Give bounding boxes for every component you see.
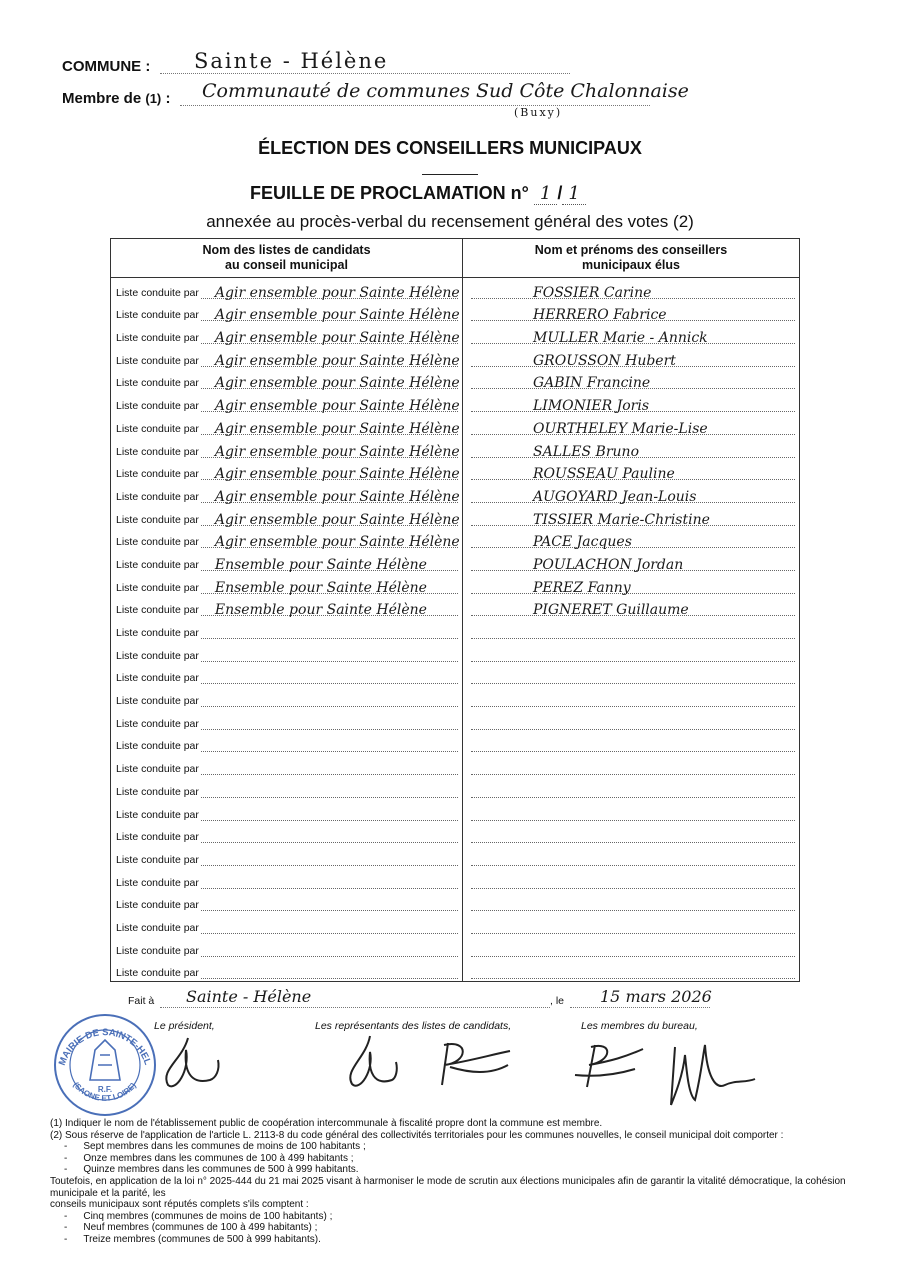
table-row (111, 709, 800, 732)
list-name: Agir ensemble pour Sainte Hélène (214, 352, 460, 369)
stamp-rf: R.F. (97, 1085, 113, 1094)
list-cell (111, 482, 463, 505)
commune-line (160, 49, 570, 74)
list-cell (111, 936, 463, 959)
sheet-label: FEUILLE DE PROCLAMATION n° (250, 183, 529, 203)
table-row (111, 391, 800, 414)
table-row (111, 936, 800, 959)
list-cell (111, 709, 463, 732)
col2-line1: Nom et prénoms des conseillers (534, 243, 728, 257)
elu-name: AUGOYARD Jean-Louis (533, 488, 697, 505)
le-value: 15 mars 2026 (600, 987, 712, 1006)
note-para-bullet-3 (50, 1234, 870, 1246)
table-row (111, 482, 800, 505)
elu-name: GABIN Francine (533, 375, 651, 392)
list-name: Agir ensemble pour Sainte Hélène (214, 420, 460, 437)
list-cell (111, 550, 463, 573)
elu-name: LIMONIER Joris (533, 398, 650, 415)
table-row (111, 823, 800, 846)
elu-name: ROUSSEAU Pauline (533, 466, 675, 483)
list-name: Agir ensemble pour Sainte Hélène (214, 398, 460, 415)
footnotes (50, 1118, 870, 1246)
list-cell (111, 891, 463, 914)
row-prefix: Liste conduite par (116, 921, 199, 934)
elu-cell (463, 482, 800, 505)
membre-colon: : (165, 90, 171, 107)
list-name: Agir ensemble pour Sainte Hélène (214, 443, 460, 460)
row-prefix: Liste conduite par (116, 490, 199, 503)
representants-label: Les représentants des listes de candidats, (315, 1020, 512, 1032)
list-cell (111, 664, 463, 687)
le-label: , le (550, 995, 565, 1007)
list-name: Agir ensemble pour Sainte Hélène (214, 284, 460, 301)
row-prefix: Liste conduite par (116, 422, 199, 435)
membre-value: Communauté de communes Sud Côte Chalonnaise (202, 80, 689, 102)
fait-value: Sainte - Hélène (186, 987, 312, 1006)
elu-cell (463, 301, 800, 324)
row-prefix: Liste conduite par (116, 513, 199, 526)
table-row (111, 528, 800, 551)
fait-line (160, 987, 550, 1008)
dash: - (64, 1233, 68, 1245)
signature-bureau-1 (565, 1035, 655, 1095)
elu-cell (463, 278, 800, 301)
list-cell (111, 913, 463, 936)
row-prefix: Liste conduite par (116, 649, 199, 662)
elu-cell (463, 323, 800, 346)
table-row (111, 437, 800, 460)
row-prefix: Liste conduite par (116, 445, 199, 458)
row-prefix: Liste conduite par (116, 899, 199, 912)
row-prefix: Liste conduite par (116, 740, 199, 753)
elu-cell (463, 823, 800, 846)
list-cell (111, 732, 463, 755)
dash: - (64, 1141, 68, 1153)
elu-cell (463, 891, 800, 914)
note-para-bullet-2-text: Neuf membres (communes de 100 à 499 habitants) ; (83, 1222, 318, 1234)
row-prefix: Liste conduite par (116, 785, 199, 798)
row-prefix: Liste conduite par (116, 377, 199, 390)
table-row (111, 868, 800, 891)
table-row (111, 913, 800, 936)
list-name: Agir ensemble pour Sainte Hélène (214, 511, 460, 528)
signature-representant-2 (430, 1035, 520, 1095)
list-cell (111, 346, 463, 369)
note-para-bullet-2 (50, 1222, 870, 1234)
elu-cell (463, 732, 800, 755)
note-2-bullet-1-text: Sept membres dans les communes de moins de 100 habitants ; (83, 1141, 366, 1153)
table-body (111, 278, 800, 982)
list-cell (111, 323, 463, 346)
row-prefix: Liste conduite par (116, 604, 199, 617)
elu-name: TISSIER Marie-Christine (533, 511, 710, 528)
elu-name: POULACHON Jordan (533, 556, 684, 573)
list-cell (111, 369, 463, 392)
note-2-bullet-3 (50, 1164, 870, 1176)
title-rule (422, 174, 478, 175)
table-row (111, 845, 800, 868)
row-prefix: Liste conduite par (116, 944, 199, 957)
subtitle: annexée au procès-verbal du recensement général des votes (2) (206, 212, 694, 231)
list-name: Agir ensemble pour Sainte Hélène (214, 466, 460, 483)
sheet-sep: / (557, 183, 563, 203)
elu-name: OURTHELEY Marie-Lise (533, 420, 708, 437)
list-cell (111, 618, 463, 641)
sheet-total: 1 (562, 183, 585, 205)
elu-cell (463, 800, 800, 823)
elu-cell (463, 414, 800, 437)
row-prefix: Liste conduite par (116, 558, 199, 571)
list-cell (111, 505, 463, 528)
page-title: ÉLECTION DES CONSEILLERS MUNICIPAUX (258, 138, 642, 158)
list-name: Agir ensemble pour Sainte Hélène (214, 375, 460, 392)
list-name: Agir ensemble pour Sainte Hélène (214, 488, 460, 505)
list-cell (111, 823, 463, 846)
table-row (111, 346, 800, 369)
commune-label: COMMUNE : (62, 58, 151, 75)
membre-ref: (1) (145, 91, 162, 106)
table-row (111, 460, 800, 483)
table-row (111, 278, 800, 301)
list-cell (111, 641, 463, 664)
list-name: Ensemble pour Sainte Hélène (214, 602, 427, 619)
col-lists-header (111, 239, 463, 278)
row-prefix: Liste conduite par (116, 763, 199, 776)
membre-label-text: Membre de (62, 90, 142, 107)
table-row (111, 959, 800, 982)
list-cell (111, 754, 463, 777)
note-para-2: conseils municipaux sont réputés complets s'ils comptent : (50, 1199, 309, 1211)
elu-cell (463, 686, 800, 709)
list-name: Ensemble pour Sainte Hélène (214, 556, 427, 573)
elu-cell (463, 845, 800, 868)
dash: - (64, 1210, 68, 1222)
note-para-bullet-1 (50, 1211, 870, 1223)
elu-cell (463, 754, 800, 777)
president-label: Le président, (154, 1020, 215, 1032)
elu-name: HERRERO Fabrice (533, 307, 667, 324)
table-row (111, 686, 800, 709)
note-2-bullet-1 (50, 1141, 870, 1153)
elu-cell (463, 777, 800, 800)
table-row (111, 800, 800, 823)
list-cell (111, 437, 463, 460)
table-row (111, 573, 800, 596)
stamp-bottom-text: (SAONE ET LOIRE) (71, 1080, 138, 1103)
elu-name: GROUSSON Hubert (533, 352, 676, 369)
list-cell (111, 800, 463, 823)
note-2-bullet-2 (50, 1153, 870, 1165)
elu-name: MULLER Marie - Annick (533, 330, 708, 347)
row-prefix: Liste conduite par (116, 627, 199, 639)
signature-president (150, 1030, 240, 1100)
dash: - (64, 1152, 68, 1164)
mairie-stamp (46, 1002, 160, 1120)
commune-value: Sainte - Hélène (194, 49, 389, 73)
signature-representant-1 (330, 1030, 420, 1100)
membre-value-2: (Buxy) (514, 106, 563, 119)
col1-line2: au conseil municipal (225, 258, 348, 272)
table-row (111, 618, 800, 641)
row-prefix: Liste conduite par (116, 581, 199, 594)
elu-cell (463, 936, 800, 959)
elu-name: PACE Jacques (533, 534, 632, 551)
table-row (111, 732, 800, 755)
table-row (111, 414, 800, 437)
note-para-1: Toutefois, en application de la loi n° 2025-444 du 21 mai 2025 visant à harmoniser le mode de scrutin aux élections municipales afin de garantir la vitalité démocratique, la cohésion municipale et la parité, les (50, 1175, 846, 1199)
elu-name: PIGNERET Guillaume (533, 602, 689, 619)
table-row (111, 369, 800, 392)
elu-cell (463, 528, 800, 551)
elu-cell (463, 369, 800, 392)
list-cell (111, 596, 463, 619)
list-cell (111, 959, 463, 982)
row-prefix: Liste conduite par (116, 672, 199, 685)
row-prefix: Liste conduite par (116, 876, 199, 889)
table-row (111, 777, 800, 800)
list-cell (111, 777, 463, 800)
table-row (111, 754, 800, 777)
row-prefix: Liste conduite par (116, 717, 199, 730)
dash: - (64, 1222, 68, 1234)
elu-cell (463, 573, 800, 596)
dash: - (64, 1164, 68, 1176)
table-row (111, 891, 800, 914)
elu-cell (463, 346, 800, 369)
row-prefix: Liste conduite par (116, 967, 199, 980)
table-row (111, 641, 800, 664)
signature-bureau-2 (655, 1035, 775, 1120)
elu-cell (463, 664, 800, 687)
note-2-bullet-2-text: Onze membres dans les communes de 100 à 499 habitants ; (83, 1152, 354, 1164)
sheet-title (250, 183, 586, 204)
row-prefix: Liste conduite par (116, 332, 199, 345)
svg-text:MAIRIE DE SAINTE-HELENE (47, 1002, 153, 1067)
row-prefix: Liste conduite par (116, 468, 199, 481)
row-prefix: Liste conduite par (116, 309, 199, 322)
list-cell (111, 414, 463, 437)
list-cell (111, 278, 463, 301)
elu-cell (463, 913, 800, 936)
table-row (111, 301, 800, 324)
table-row (111, 505, 800, 528)
elu-cell (463, 460, 800, 483)
membre-label (62, 90, 170, 107)
elu-cell (463, 618, 800, 641)
note-1: (1) Indiquer le nom de l'établissement public de coopération intercommunale à fiscalité propre dont la commune est membre. (50, 1118, 603, 1129)
list-cell (111, 391, 463, 414)
row-prefix: Liste conduite par (116, 853, 199, 866)
table-row (111, 323, 800, 346)
elu-cell (463, 596, 800, 619)
elu-cell (463, 505, 800, 528)
col-elus-header (463, 239, 800, 278)
elu-cell (463, 709, 800, 732)
membre-line (180, 80, 689, 106)
elu-cell (463, 959, 800, 982)
elu-name: FOSSIER Carine (533, 284, 652, 301)
list-name: Agir ensemble pour Sainte Hélène (214, 534, 460, 551)
row-prefix: Liste conduite par (116, 831, 199, 844)
list-cell (111, 868, 463, 891)
col2-line2: municipaux élus (582, 258, 680, 272)
row-prefix: Liste conduite par (116, 695, 199, 708)
le-line (570, 987, 712, 1008)
fait-label: Fait à (128, 995, 155, 1007)
stamp-top-text: MAIRIE DE SAINTE-HELENE (46, 1002, 153, 1068)
table-row (111, 596, 800, 619)
row-prefix: Liste conduite par (116, 286, 199, 299)
list-cell (111, 686, 463, 709)
row-prefix: Liste conduite par (116, 808, 199, 821)
list-name: Agir ensemble pour Sainte Hélène (214, 330, 460, 347)
row-prefix: Liste conduite par (116, 354, 199, 367)
table-row (111, 550, 800, 573)
elu-name: SALLES Bruno (533, 443, 639, 460)
list-cell (111, 460, 463, 483)
elu-name: PEREZ Fanny (533, 579, 631, 596)
list-cell (111, 301, 463, 324)
list-cell (111, 573, 463, 596)
col1-line1: Nom des listes de candidats (202, 243, 371, 257)
elu-cell (463, 550, 800, 573)
note-2: (2) Sous réserve de l'application de l'article L. 2113-8 du code général des collectivités territoriales pour les communes nouvelles, le conseil municipal doit comporter : (50, 1129, 784, 1141)
note-2-bullet-3-text: Quinze membres dans les communes de 500 à 999 habitants. (83, 1164, 359, 1176)
proclamation-table (110, 238, 800, 982)
note-para-bullet-3-text: Treize membres (communes de 500 à 999 habitants). (83, 1233, 321, 1245)
sheet-num: 1 (534, 183, 557, 205)
table-row (111, 664, 800, 687)
row-prefix: Liste conduite par (116, 400, 199, 413)
membres-label: Les membres du bureau, (581, 1020, 698, 1032)
list-cell (111, 528, 463, 551)
elu-cell (463, 391, 800, 414)
list-name: Agir ensemble pour Sainte Hélène (214, 307, 460, 324)
list-name: Ensemble pour Sainte Hélène (214, 579, 427, 596)
elu-cell (463, 437, 800, 460)
note-para-bullet-1-text: Cinq membres (communes de moins de 100 habitants) ; (83, 1210, 333, 1222)
elu-cell (463, 641, 800, 664)
elu-cell (463, 868, 800, 891)
row-prefix: Liste conduite par (116, 536, 199, 549)
list-cell (111, 845, 463, 868)
